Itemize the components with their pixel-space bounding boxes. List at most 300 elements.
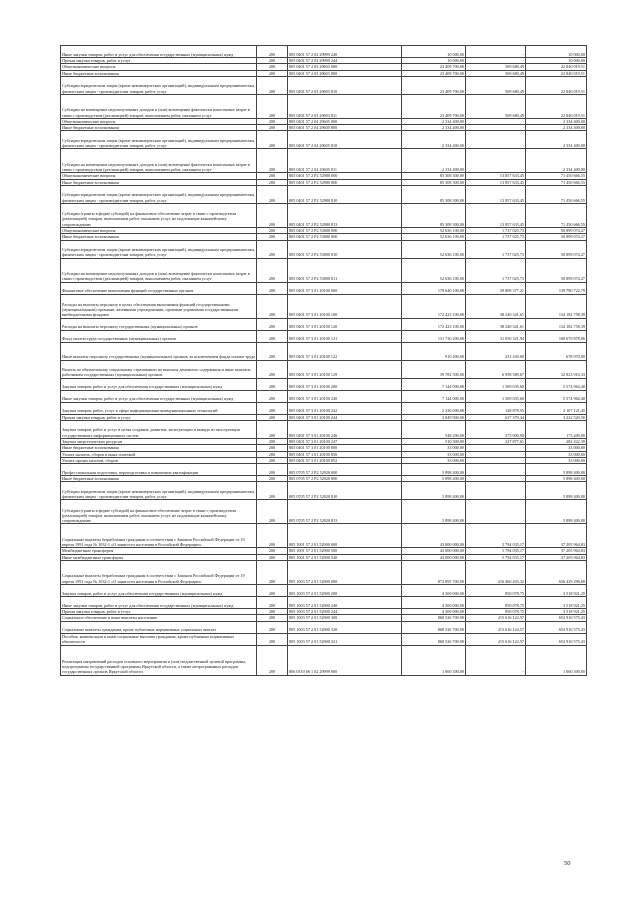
unexecuted-amount: 678 970,00 <box>526 342 587 360</box>
table-row <box>61 186 587 204</box>
table-row <box>61 76 587 94</box>
line-code: 200 <box>257 204 288 228</box>
expense-item-name: Расходы на выплаты персоналу государственных (муниципальных) органов <box>61 318 257 330</box>
budget-classification-code: 805 0401 57 3 01 20100 122 <box>288 342 402 360</box>
unexecuted-amount: 33 000,00 <box>526 451 587 457</box>
executed-amount: 13 857 633,45 <box>466 186 526 204</box>
budget-classification-code: 805 0401 57 3 01 20100 129 <box>288 360 402 378</box>
expense-item-name: Профессиональная подготовка, переподготовка и повышение квалификации <box>61 464 257 476</box>
expense-item-name: Иные закупки товаров, работ и услуг для обеспечения государственных (муниципальных) нужд <box>61 46 257 58</box>
unexecuted-amount: 2 334 400,00 <box>526 131 587 149</box>
expense-item-name: Прочая закупка товаров, работ и услуг <box>61 609 257 615</box>
unexecuted-amount: 22 840 019,51 <box>526 64 587 70</box>
table-row <box>61 94 587 118</box>
expense-item-name: Закупка энергетических ресурсов <box>61 438 257 444</box>
expense-item-name: Иные бюджетные ассигнования <box>61 445 257 451</box>
table-row <box>61 318 587 330</box>
executed-amount: 227 877,61 <box>466 438 526 444</box>
approved-amount: 4 369 000,00 <box>402 585 466 597</box>
expense-item-name: Фонд оплаты труда государственных (муниципальных) органов <box>61 330 257 342</box>
budget-classification-code: 805 0401 57 2 Р2 53000 000 <box>288 228 402 234</box>
budget-classification-code: 805 0401 57 3 01 20100 247 <box>288 438 402 444</box>
approved-amount: 43 000 000,00 <box>402 554 466 560</box>
executed-amount: 39 809 377,21 <box>466 282 526 294</box>
expense-item-name: Финансовое обеспечение выполнения функций государственных органов <box>61 282 257 294</box>
approved-amount: 2 236 000,00 <box>402 402 466 414</box>
line-code: 200 <box>257 360 288 378</box>
line-code: 200 <box>257 179 288 185</box>
unexecuted-amount: 71 450 666,55 <box>526 204 587 228</box>
expense-item-name: Иные закупки товаров, работ и услуг для обеспечения государственных (муниципальных) нужд <box>61 390 257 402</box>
line-code: 200 <box>257 500 288 524</box>
expense-item-name: Закупка товаров, работ и услуг для обеспечения государственных (муниципальных) нужд <box>61 378 257 390</box>
expense-item-name: Закупка товаров, работ и услуг для обеспечения государственных (муниципальных) нужд <box>61 585 257 597</box>
expense-item-name: Субсидии юридическим лицам (кроме некоммерческих организаций), индивидуальным предпринимателям, физическим лицам - производителям товаров, работ, услуг <box>61 76 257 94</box>
budget-classification-code: 805 0401 57 3 01 20100 244 <box>288 414 402 420</box>
unexecuted-amount: 5 574 964,40 <box>526 378 587 390</box>
line-code: 200 <box>257 318 288 330</box>
executed-amount: - <box>466 464 526 476</box>
table-row <box>61 240 587 258</box>
table-row <box>61 342 587 360</box>
table-row <box>61 131 587 149</box>
executed-amount: 13 857 633,45 <box>466 204 526 228</box>
line-code: 200 <box>257 645 288 675</box>
executed-amount: 13 857 633,45 <box>466 179 526 185</box>
approved-amount: 7 144 000,00 <box>402 378 466 390</box>
expense-item-name: Общеэкономические вопросы <box>61 228 257 234</box>
line-code: 200 <box>257 464 288 476</box>
budget-classification-code: 805 0401 57 2 03 29603 811 <box>288 94 402 118</box>
table-row <box>61 597 587 609</box>
executed-amount: 1 569 035,60 <box>466 378 526 390</box>
expense-item-name: Субсидии юридическим лицам (кроме некоммерческих организаций), индивидуальным предпринимателям, физическим лицам - производителям товаров, работ, услуг <box>61 240 257 258</box>
executed-amount: 5 794 035,17 <box>466 548 526 554</box>
budget-classification-code: 805 0705 57 2 Р2 52920 810 <box>288 482 402 500</box>
unexecuted-amount: 2 334 400,00 <box>526 149 587 173</box>
approved-amount: 52 636 100,00 <box>402 228 466 234</box>
budget-classification-code: 805 1003 57 2 01 52900 321 <box>288 633 402 645</box>
expense-item-name: Иные бюджетные ассигнования <box>61 476 257 482</box>
executed-amount: - <box>466 500 526 524</box>
executed-amount: 1 569 035,60 <box>466 390 526 402</box>
executed-amount: 13 857 633,45 <box>466 173 526 179</box>
budget-classification-code: 805 1003 57 2 01 52900 200 <box>288 585 402 597</box>
executed-amount: - <box>466 645 526 675</box>
table-row <box>61 561 587 585</box>
approved-amount: 868 526 700,00 <box>402 621 466 633</box>
unexecuted-amount: 10 000,00 <box>526 46 587 58</box>
unexecuted-amount: 3 518 921,25 <box>526 585 587 597</box>
approved-amount: 910 400,00 <box>402 342 466 360</box>
budget-classification-code: 806 0310 66 1 02 29999 000 <box>288 645 402 675</box>
table-row <box>61 500 587 524</box>
budget-classification-code: 805 1003 57 2 01 52900 000 <box>288 561 402 585</box>
budget-classification-code: 805 0401 57 2 04 29605 800 <box>288 125 402 131</box>
expense-item-name: Уплата налогов, сборов и иных платежей <box>61 451 257 457</box>
expense-item-name: Иные выплаты персоналу государственных (муниципальных) органов, за исключением фонда оплаты труда <box>61 342 257 360</box>
budget-classification-code: 805 0401 57 2 Р2 52980 800 <box>288 179 402 185</box>
unexecuted-amount: 1 060 300,00 <box>526 645 587 675</box>
budget-classification-code: 805 1003 57 2 01 52900 300 <box>288 615 402 621</box>
expense-item-name: Уплата прочих налогов, сборов <box>61 457 257 463</box>
unexecuted-amount: 173 200,00 <box>526 420 587 438</box>
line-code: 200 <box>257 390 288 402</box>
line-code: 200 <box>257 131 288 149</box>
expense-item-name: Расходы на выплаты персоналу в целях обеспечения выполнения функций государственными (муниципальными) органами, казенными учреждениями, органами управления государственными внебюджетными фондами <box>61 294 257 318</box>
approved-amount: 52 636 100,00 <box>402 234 466 240</box>
expense-item-name: Иные межбюджетные трансферты <box>61 554 257 560</box>
approved-amount: 868 526 700,00 <box>402 633 466 645</box>
executed-amount: - <box>466 457 526 463</box>
unexecuted-amount: 3 518 921,25 <box>526 597 587 609</box>
line-code: 200 <box>257 282 288 294</box>
expense-item-name: Иные бюджетные ассигнования <box>61 70 257 76</box>
executed-amount: 31 050 321,94 <box>466 330 526 342</box>
expense-item-name: Социальные выплаты гражданам, кроме публичных нормативных социальных выплат <box>61 621 257 633</box>
table-row <box>61 621 587 633</box>
executed-amount: 1 737 025,73 <box>466 228 526 234</box>
executed-amount: - <box>466 476 526 482</box>
budget-execution-table <box>60 45 587 676</box>
budget-classification-code: 805 0401 57 2 Р2 53000 811 <box>288 258 402 282</box>
line-code: 200 <box>257 240 288 258</box>
unexecuted-amount: 652 910 575,43 <box>526 633 587 645</box>
approved-amount: 10 000,00 <box>402 58 466 64</box>
budget-classification-code: 805 0401 57 2 Р2 53000 800 <box>288 234 402 240</box>
line-code: 200 <box>257 402 288 414</box>
approved-amount: 33 000,00 <box>402 457 466 463</box>
approved-amount: 5 898 400,00 <box>402 464 466 476</box>
expense-item-name: Субсидии на возмещение недополученных доходов и (или) возмещение фактически понесенных затрат в связи с производством (реализацией) товаров, выполнением работ, оказанием услуг <box>61 149 257 173</box>
executed-amount: 38 240 341,61 <box>466 318 526 330</box>
unexecuted-amount: 71 450 666,55 <box>526 186 587 204</box>
expense-item-name: Социальное обеспечение и иные выплаты населению <box>61 615 257 621</box>
budget-classification-code: 805 0401 57 3 01 20100 200 <box>288 378 402 390</box>
line-code: 200 <box>257 476 288 482</box>
line-code: 200 <box>257 451 288 457</box>
budget-classification-code: 805 1003 57 2 01 52900 240 <box>288 597 402 609</box>
approved-amount: 5 898 400,00 <box>402 482 466 500</box>
expense-item-name: Иные бюджетные ассигнования <box>61 125 257 131</box>
unexecuted-amount: 50 899 074,27 <box>526 258 587 282</box>
expense-item-name: Прочая закупка товаров, работ и услуг <box>61 58 257 64</box>
table-row <box>61 378 587 390</box>
executed-amount: - <box>466 46 526 58</box>
budget-classification-code: 805 0401 57 2 04 29605 000 <box>288 118 402 124</box>
approved-amount: 548 200,00 <box>402 420 466 438</box>
approved-amount: 2 334 400,00 <box>402 131 466 149</box>
approved-amount: 33 000,00 <box>402 451 466 457</box>
line-code: 200 <box>257 633 288 645</box>
executed-amount: 216 466 203,32 <box>466 561 526 585</box>
executed-amount: 38 240 341,61 <box>466 294 526 318</box>
budget-classification-code: 805 1001 57 2 01 52900 000 <box>288 524 402 548</box>
budget-classification-code: 805 0401 57 3 01 20100 800 <box>288 445 402 451</box>
approved-amount: 43 000 000,00 <box>402 548 466 554</box>
approved-amount: 85 308 300,00 <box>402 173 466 179</box>
approved-amount: 5 898 400,00 <box>402 500 466 524</box>
budget-classification-code: 805 0401 57 3 01 20100 121 <box>288 330 402 342</box>
line-code: 200 <box>257 294 288 318</box>
expense-item-name: Реализация направлений расходов основного мероприятия и (или) ведомственной целевой программы, подпрограммы государственной программы Иркутской области, а также непрограммных расходов государственных органов Иркутской области <box>61 645 257 675</box>
expense-item-name: Иные бюджетные ассигнования <box>61 179 257 185</box>
unexecuted-amount: 100 679 878,06 <box>526 330 587 342</box>
unexecuted-amount: 33 000,00 <box>526 457 587 463</box>
line-code: 200 <box>257 445 288 451</box>
expense-item-name: Общеэкономические вопросы <box>61 173 257 179</box>
expense-item-name: Социальные выплаты безработным гражданам в соответствии с Законом Российской Федерации от 19 апреля 1991 года № 1032-1 «О занятости населения в Российской Федерации» <box>61 561 257 585</box>
executed-amount: - <box>466 125 526 131</box>
unexecuted-amount: 5 898 400,00 <box>526 464 587 476</box>
expense-item-name: Пособия, компенсации и иные социальные выплаты гражданам, кроме публичных нормативных обязательств <box>61 633 257 645</box>
table-row <box>61 46 587 58</box>
approved-amount: 33 000,00 <box>402 445 466 451</box>
budget-classification-code: 805 0401 57 2 04 29605 810 <box>288 131 402 149</box>
approved-amount: 2 334 400,00 <box>402 149 466 173</box>
unexecuted-amount: 50 899 074,27 <box>526 228 587 234</box>
approved-amount: 4 369 000,00 <box>402 609 466 615</box>
table-row <box>61 585 587 597</box>
budget-classification-code: 805 0401 57 2 03 29603 810 <box>288 76 402 94</box>
budget-classification-code: 805 1001 57 2 01 52900 540 <box>288 554 402 560</box>
executed-amount: 569 680,49 <box>466 76 526 94</box>
expense-item-name: Закупка товаров, работ и услуг в целях создания, развития, эксплуатации и вывода из эксплуатации государственных информационных систем <box>61 420 257 438</box>
approved-amount: 23 409 700,00 <box>402 94 466 118</box>
unexecuted-amount: 5 574 964,40 <box>526 390 587 402</box>
unexecuted-amount: 5 898 400,00 <box>526 500 587 524</box>
budget-classification-code: 805 0705 57 2 Р2 52920 813 <box>288 500 402 524</box>
budget-classification-code: 805 0401 57 2 Р2 52980 810 <box>288 186 402 204</box>
line-code: 200 <box>257 64 288 70</box>
expense-item-name: Социальные выплаты безработным гражданам в соответствии с Законом Российской Федерации от 19 апреля 1991 года № 1032-1 «О занятости населения в Российской Федерации» <box>61 524 257 548</box>
unexecuted-amount: 32 823 910,33 <box>526 360 587 378</box>
line-code: 200 <box>257 76 288 94</box>
executed-amount: 627 379,44 <box>466 414 526 420</box>
line-code: 200 <box>257 186 288 204</box>
line-code: 200 <box>257 554 288 560</box>
line-code: 200 <box>257 173 288 179</box>
line-code: 200 <box>257 125 288 131</box>
line-code: 200 <box>257 342 288 360</box>
budget-classification-code: 805 0401 57 2 02 29999 240 <box>288 46 402 58</box>
budget-classification-code: 805 0401 57 3 01 20100 852 <box>288 457 402 463</box>
unexecuted-amount: 22 840 019,51 <box>526 70 587 76</box>
budget-classification-code: 805 0401 57 2 02 29999 244 <box>288 58 402 64</box>
approved-amount: 2 334 400,00 <box>402 118 466 124</box>
executed-amount: 1 737 025,73 <box>466 258 526 282</box>
approved-amount: 872 895 700,00 <box>402 561 466 585</box>
executed-amount: 569 680,49 <box>466 64 526 70</box>
table-row <box>61 360 587 378</box>
line-code: 200 <box>257 457 288 463</box>
executed-amount: 215 616 124,57 <box>466 633 526 645</box>
executed-amount: 850 078,75 <box>466 609 526 615</box>
unexecuted-amount: 652 910 575,43 <box>526 615 587 621</box>
table-row <box>61 645 587 675</box>
line-code: 200 <box>257 258 288 282</box>
budget-classification-code: 805 0401 57 2 03 29603 000 <box>288 64 402 70</box>
unexecuted-amount: 134 182 758,39 <box>526 318 587 330</box>
unexecuted-amount: 2 107 121,45 <box>526 402 587 414</box>
expense-item-name: Субсидии на возмещение недополученных доходов и (или) возмещение фактически понесенных затрат в связи с производством (реализацией) товаров, выполнением работ, оказанием услуг <box>61 94 257 118</box>
expense-item-name: Субсидии (гранты в форме субсидий) на финансовое обеспечение затрат в связи с производством (реализацией) товаров, выполнением работ, оказанием услуг, не подлежащие казначейскому сопровождению <box>61 500 257 524</box>
expense-item-name: Субсидии на возмещение недополученных доходов и (или) возмещение фактически понесенных затрат в связи с производством (реализацией) товаров, выполнением работ, оказанием услуг <box>61 258 257 282</box>
budget-classification-code: 805 0705 57 2 Р2 52920 000 <box>288 464 402 476</box>
line-code: 200 <box>257 548 288 554</box>
expense-item-name: Общеэкономические вопросы <box>61 64 257 70</box>
executed-amount: - <box>466 131 526 149</box>
table-row <box>61 402 587 414</box>
unexecuted-amount: 5 898 400,00 <box>526 476 587 482</box>
line-code: 200 <box>257 615 288 621</box>
line-code: 200 <box>257 482 288 500</box>
unexecuted-amount: 22 840 019,51 <box>526 76 587 94</box>
line-code: 200 <box>257 609 288 615</box>
approved-amount: 131 730 200,00 <box>402 330 466 342</box>
expense-item-name: Иные закупки товаров, работ и услуг для обеспечения государственных (муниципальных) нужд <box>61 597 257 609</box>
expense-item-name: Закупка товаров, работ, услуг в сфере информационно-коммуникационных технологий <box>61 402 257 414</box>
line-code: 200 <box>257 46 288 58</box>
line-code: 200 <box>257 58 288 64</box>
executed-amount: 569 680,49 <box>466 70 526 76</box>
approved-amount: 1 060 300,00 <box>402 645 466 675</box>
table-row <box>61 149 587 173</box>
approved-amount: 23 409 700,00 <box>402 70 466 76</box>
budget-classification-code: 805 0401 57 3 01 20100 850 <box>288 451 402 457</box>
approved-amount: 43 000 000,00 <box>402 524 466 548</box>
line-code: 200 <box>257 118 288 124</box>
budget-classification-code: 805 0401 57 2 04 29605 811 <box>288 149 402 173</box>
line-code: 200 <box>257 70 288 76</box>
budget-classification-code: 805 0401 57 2 03 29603 800 <box>288 70 402 76</box>
budget-classification-code: 805 0705 57 2 Р2 52920 800 <box>288 476 402 482</box>
executed-amount: - <box>466 118 526 124</box>
budget-classification-code: 805 0401 57 2 Р2 52980 000 <box>288 173 402 179</box>
budget-classification-code: 805 0401 57 2 Р2 53000 810 <box>288 240 402 258</box>
approved-amount: 85 308 300,00 <box>402 204 466 228</box>
approved-amount: 10 000,00 <box>402 46 466 58</box>
table-row <box>61 294 587 318</box>
table-row <box>61 464 587 476</box>
executed-amount: - <box>466 149 526 173</box>
page-number: 50 <box>564 860 571 867</box>
budget-classification-code: 805 0401 57 3 01 20100 000 <box>288 282 402 294</box>
executed-amount: 215 616 124,57 <box>466 615 526 621</box>
unexecuted-amount: 652 910 575,43 <box>526 621 587 633</box>
unexecuted-amount: 139 790 722,79 <box>526 282 587 294</box>
approved-amount: 2 334 400,00 <box>402 125 466 131</box>
line-code: 200 <box>257 585 288 597</box>
line-code: 200 <box>257 414 288 420</box>
expense-item-name: Субсидии юридическим лицам (кроме некоммерческих организаций), индивидуальным предпринимателям, физическим лицам - производителям товаров, работ, услуг <box>61 186 257 204</box>
unexecuted-amount: 656 429 296,68 <box>526 561 587 585</box>
unexecuted-amount: 71 450 666,55 <box>526 179 587 185</box>
line-code: 200 <box>257 330 288 342</box>
unexecuted-amount: 2 334 400,00 <box>526 125 587 131</box>
executed-amount: 375 000,00 <box>466 420 526 438</box>
table-row <box>61 258 587 282</box>
table-row <box>61 524 587 548</box>
unexecuted-amount: 50 899 074,27 <box>526 234 587 240</box>
unexecuted-amount: 37 205 964,83 <box>526 524 587 548</box>
line-code: 200 <box>257 420 288 438</box>
table-row <box>61 390 587 402</box>
executed-amount: 850 078,75 <box>466 597 526 609</box>
unexecuted-amount: 5 898 400,00 <box>526 482 587 500</box>
table-row <box>61 482 587 500</box>
expense-item-name: Субсидии юридическим лицам (кроме некоммерческих организаций), индивидуальным предпринимателям, физическим лицам - производителям товаров, работ, услуг <box>61 482 257 500</box>
executed-amount: 1 737 025,73 <box>466 240 526 258</box>
table-row <box>61 330 587 342</box>
unexecuted-amount: 71 450 666,55 <box>526 173 587 179</box>
unexecuted-amount: 3 222 520,56 <box>526 414 587 420</box>
unexecuted-amount: 22 840 019,51 <box>526 94 587 118</box>
budget-classification-code: 805 1001 57 2 01 52900 500 <box>288 548 402 554</box>
approved-amount: 85 308 300,00 <box>402 179 466 185</box>
executed-amount: 1 737 025,73 <box>466 234 526 240</box>
executed-amount: 850 078,75 <box>466 585 526 597</box>
approved-amount: 4 369 000,00 <box>402 597 466 609</box>
expense-item-name: Субсидии юридическим лицам (кроме некоммерческих организаций), индивидуальным предпринимателям, физическим лицам - производителям товаров, работ, услуг <box>61 131 257 149</box>
line-code: 200 <box>257 524 288 548</box>
approved-amount: 85 308 300,00 <box>402 186 466 204</box>
line-code: 200 <box>257 378 288 390</box>
expense-item-name: Межбюджетные трансферты <box>61 548 257 554</box>
executed-amount: - <box>466 445 526 451</box>
approved-amount: 52 636 100,00 <box>402 240 466 258</box>
expense-item-name: Взносы по обязательному социальному страхованию на выплаты денежного содержания и иные выплаты работникам государственных (муниципальных) органов <box>61 360 257 378</box>
approved-amount: 23 409 700,00 <box>402 76 466 94</box>
approved-amount: 23 409 700,00 <box>402 64 466 70</box>
unexecuted-amount: 33 000,00 <box>526 445 587 451</box>
budget-classification-code: 805 0401 57 2 Р2 52980 813 <box>288 204 402 228</box>
table-row <box>61 633 587 645</box>
budget-classification-code: 805 0401 57 3 01 20100 100 <box>288 294 402 318</box>
executed-amount: - <box>466 58 526 64</box>
unexecuted-amount: 134 182 758,39 <box>526 294 587 318</box>
unexecuted-amount: 2 334 400,00 <box>526 118 587 124</box>
line-code: 200 <box>257 561 288 585</box>
approved-amount: 39 782 500,00 <box>402 360 466 378</box>
approved-amount: 868 526 700,00 <box>402 615 466 621</box>
expense-item-name: Иные бюджетные ассигнования <box>61 234 257 240</box>
approved-amount: 172 423 100,00 <box>402 318 466 330</box>
executed-amount: 128 878,55 <box>466 402 526 414</box>
budget-classification-code: 805 1003 57 2 01 52900 244 <box>288 609 402 615</box>
unexecuted-amount: 37 205 964,83 <box>526 554 587 560</box>
expense-item-name: Прочая закупка товаров, работ и услуг <box>61 414 257 420</box>
approved-amount: 3 849 900,00 <box>402 414 466 420</box>
line-code: 200 <box>257 94 288 118</box>
approved-amount: 5 898 400,00 <box>402 476 466 482</box>
executed-amount: 215 616 124,57 <box>466 621 526 633</box>
unexecuted-amount: 10 000,00 <box>526 58 587 64</box>
line-code: 200 <box>257 438 288 444</box>
executed-amount: 6 958 589,67 <box>466 360 526 378</box>
expense-item-name: Субсидии (гранты в форме субсидий) на финансовое обеспечение затрат в связи с производством (реализацией) товаров, выполнением работ, оказанием услуг, не подлежащие казначейскому сопровождению <box>61 204 257 228</box>
budget-classification-code: 805 1003 57 2 01 52900 320 <box>288 621 402 633</box>
budget-classification-code: 805 0401 57 3 01 20100 246 <box>288 420 402 438</box>
table-row <box>61 204 587 228</box>
executed-amount: 231 430,00 <box>466 342 526 360</box>
table-row <box>61 282 587 294</box>
table-body <box>61 46 587 676</box>
table-row <box>61 420 587 438</box>
executed-amount: - <box>466 482 526 500</box>
approved-amount: 172 423 100,00 <box>402 294 466 318</box>
executed-amount: 5 794 035,17 <box>466 554 526 560</box>
